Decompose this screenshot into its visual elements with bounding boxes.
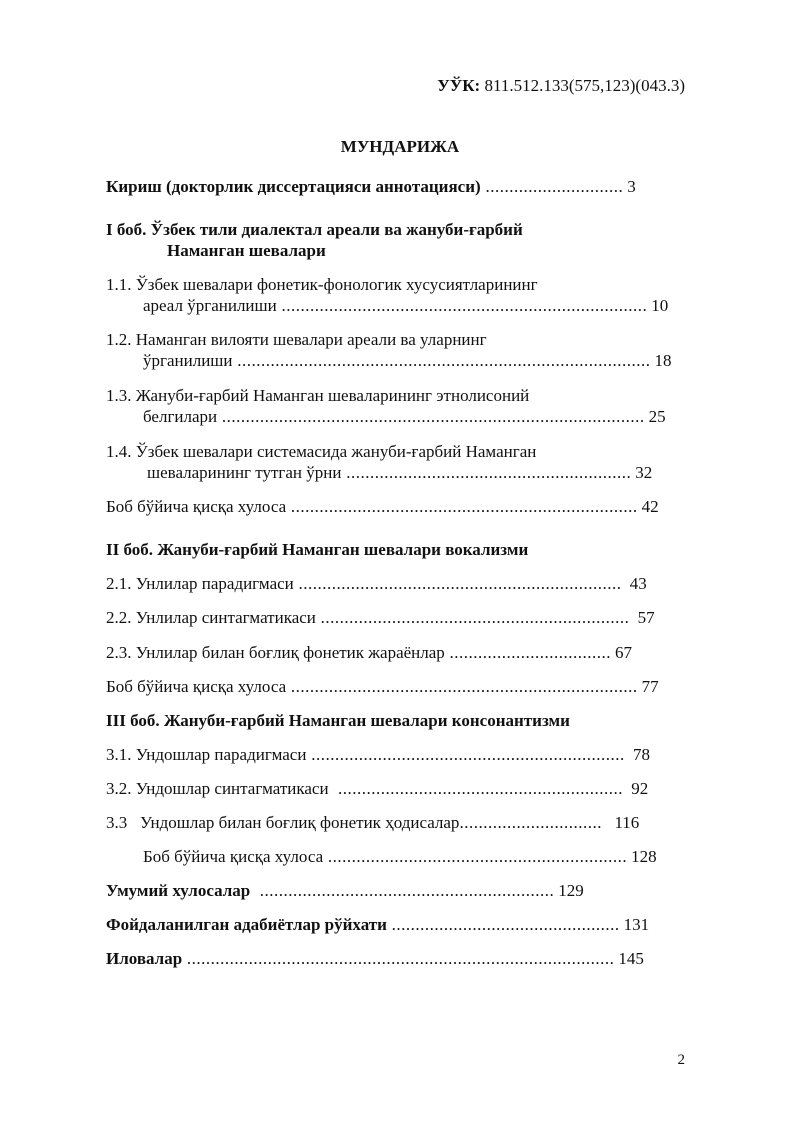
toc-entry-text: 3.2. Ундошлар синтагматикаси	[106, 779, 329, 798]
toc-entry-text: шеваларининг тутган ўрни	[147, 463, 342, 482]
chapter-1-title: I боб. Ўзбек тили диалектал ареали ва жануби-ғарбий	[106, 220, 523, 239]
toc-entry-text: 2.3. Унлилар билан боғлиқ фонетик жараёнлар	[106, 643, 445, 662]
page-title: МУНДАРИЖА	[340, 137, 460, 156]
toc-leader: .........................................................................	[286, 497, 638, 516]
toc-page-number: 129	[558, 881, 584, 900]
toc-page-number: 43	[625, 574, 647, 593]
toc-leader: ..............................	[459, 813, 602, 832]
toc-general-conclusions	[106, 881, 584, 901]
toc-leader: ...............................................................	[323, 847, 628, 866]
toc-section-2-1	[106, 574, 647, 594]
toc-leader: ..................................	[444, 643, 612, 662]
toc-page-number: 77	[641, 677, 659, 696]
toc-chapter-2-summary	[106, 677, 659, 697]
udk-code	[437, 76, 685, 96]
toc-leader: .......................................................................................	[232, 351, 651, 370]
toc-page-number: 10	[651, 296, 669, 315]
toc-leader: ..................................................................	[306, 745, 625, 764]
toc-leader: .................................................................	[315, 608, 630, 627]
toc-entry-text: Боб бўйича қисқа хулоса	[106, 497, 287, 516]
toc-section-1-3-cont	[143, 407, 666, 427]
toc-leader: .........................................................................	[286, 677, 638, 696]
toc-chapter-3-summary	[143, 847, 657, 867]
toc-section-1-2-cont	[143, 351, 671, 371]
toc-entry-text: 3.1. Ундошлар парадигмаси	[106, 745, 307, 764]
toc-entry-text: Умумий хулосалар	[106, 881, 251, 900]
toc-entry-text: 2.1. Унлилар парадигмаси	[106, 574, 294, 593]
toc-page-number: 3	[627, 177, 636, 196]
toc-page-number: 57	[633, 608, 655, 627]
toc-chapter-1-summary	[106, 497, 659, 517]
toc-entry-text: Иловалар	[106, 949, 183, 968]
toc-entry-text: Боб бўйича қисқа хулоса	[106, 677, 287, 696]
toc-page-number: 18	[654, 351, 672, 370]
toc-section-3-3	[106, 813, 639, 833]
toc-entry-text: ўрганилиши	[143, 351, 233, 370]
toc-page-number: 131	[623, 915, 650, 934]
toc-page-number: 116	[605, 813, 640, 832]
udk-value: 811.512.133(575,123)(043.3)	[484, 76, 685, 95]
toc-page-number: 145	[618, 949, 644, 968]
toc-entry-text: белгилари	[143, 407, 218, 426]
toc-appendices	[106, 949, 644, 969]
toc-leader: ................................................	[386, 915, 620, 934]
chapter-2-title: II боб. Жануби-ғарбий Наманган шевалари вокализми	[106, 540, 529, 559]
toc-section-2-2	[106, 608, 655, 628]
toc-leader: ............................................................	[341, 463, 632, 482]
toc-leader: ............................................................	[328, 779, 624, 798]
toc-leader: .............................................................................	[276, 296, 648, 315]
page-number: 2	[677, 1052, 685, 1068]
toc-entry-text: 2.2. Унлилар синтагматикаси	[106, 608, 316, 627]
toc-section-1-1-cont	[143, 296, 668, 316]
toc-entry-text: Боб бўйича қисқа хулоса	[143, 847, 324, 866]
chapter-3-title: III боб. Жануби-ғарбий Наманган шевалари консонантизми	[106, 711, 570, 730]
toc-leader: ..............................................................	[250, 881, 555, 900]
toc-section-1-1: 1.1. Ўзбек шевалари фонетик-фонологик хусусиятларининг	[106, 275, 538, 294]
toc-section-1-3: 1.3. Жануби-ғарбий Наманган шеваларининг этнолисоний	[106, 386, 530, 405]
toc-section-1-4-cont	[147, 463, 652, 483]
toc-page-number: 25	[648, 407, 666, 426]
toc-bibliography	[106, 915, 649, 935]
toc-page-number: 42	[641, 497, 659, 516]
toc-leader: .........................................................................................	[217, 407, 645, 426]
toc-section-3-2	[106, 779, 648, 799]
toc-section-1-4: 1.4. Ўзбек шевалари системасида жануби-ғарбий Наманган	[106, 442, 537, 461]
toc-section-1-2: 1.2. Наманган вилояти шевалари ареали ва уларнинг	[106, 330, 487, 349]
toc-page-number: 67	[615, 643, 633, 662]
toc-entry-intro	[106, 177, 636, 197]
toc-page-number: 128	[631, 847, 657, 866]
udk-label: УЎК:	[437, 76, 481, 95]
toc-section-3-1	[106, 745, 650, 765]
toc-entry-text: Кириш (докторлик диссертацияси аннотацияси)	[106, 177, 481, 196]
toc-leader: ....................................................................	[293, 574, 622, 593]
toc-entry-text: ареал ўрганилиши	[143, 296, 277, 315]
toc-leader: .............................	[480, 177, 624, 196]
toc-section-2-3	[106, 643, 632, 663]
toc-page-number: 78	[628, 745, 650, 764]
toc-entry-text: 3.3 Ундошлар билан боғлиқ фонетик ҳодисалар	[106, 813, 460, 832]
chapter-1-title-cont: Наманган шевалари	[167, 241, 326, 260]
toc-page-number: 32	[635, 463, 653, 482]
toc-entry-text: Фойдаланилган адабиётлар рўйхати	[106, 915, 387, 934]
toc-leader: ..........................................................................................	[182, 949, 615, 968]
toc-page-number: 92	[627, 779, 649, 798]
